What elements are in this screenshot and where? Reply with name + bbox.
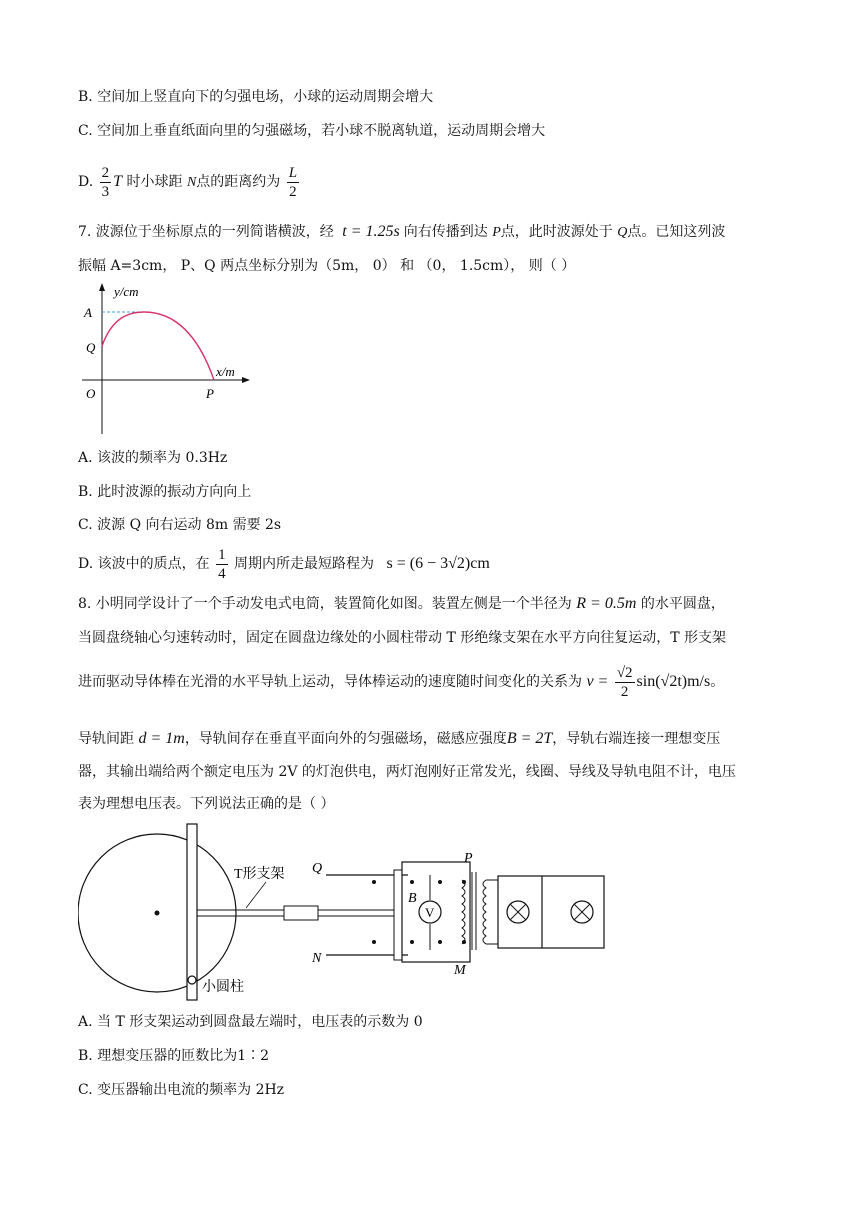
wave-curve [102, 312, 214, 380]
q7-d-mid: 周期内所走最短路程为 [234, 556, 375, 572]
q8-option-b: B. 理想变压器的匝数比为1∶2 [78, 1048, 270, 1064]
q8-stem-line6: 表为理想电压表。下列说法正确的是（ ） [78, 796, 335, 812]
q7-stem-c: 点，此时波源处于 [500, 224, 613, 240]
label-n: N [312, 951, 322, 966]
q8-stem-3a: 进而驱动导体棒在光滑的水平导轨上运动，导体棒运动的速度随时间变化的关系为 [78, 674, 582, 690]
q7-option-a: A. 该波的频率为 0.3Hz [78, 450, 228, 466]
q6-d-var-t: T [113, 173, 123, 190]
field-dot [372, 940, 376, 944]
t-support-bar [187, 824, 197, 1000]
label-q: Q [86, 340, 96, 355]
q8-b-value: B = 2T [506, 730, 553, 747]
q7-option-b: B. 此时波源的振动方向向上 [78, 484, 252, 500]
q7-q-var: Q [617, 225, 628, 240]
q8-option-c: C. 变压器输出电流的频率为 2Hz [78, 1082, 285, 1098]
q8-option-a: A. 当 T 形支架运动到圆盘最左端时，电压表的示数为 0 [78, 1014, 423, 1030]
q8-v-fraction [615, 664, 635, 701]
q7-time: t = 1.25s [342, 223, 400, 240]
q8-v-den: 2 [620, 683, 629, 700]
q8-stem-line5: 器，其输出端给两个额定电压为 2V 的灯泡供电，两灯泡刚好正常发光，线圈、导线及导轨电阻不计，电压 [78, 764, 736, 780]
label-o: O [86, 386, 96, 401]
q8-stem-4c: ，导轨右端连接一理想变压 [552, 731, 721, 747]
label-a: A [84, 305, 92, 320]
t-label-line [246, 882, 266, 908]
q6-d-frac2-den: 2 [289, 183, 297, 200]
q7-d-formula: s = (6 − 3√2)cm [386, 555, 490, 572]
disc-center [155, 911, 160, 916]
field-dot [372, 880, 376, 884]
q6-d-frac2-num: L [288, 164, 298, 181]
q6-d-fraction-2 [287, 164, 299, 201]
field-dot [438, 880, 442, 884]
field-dot [410, 940, 414, 944]
q8-v-eq: v = [586, 673, 609, 690]
q7-d-frac-den: 4 [218, 565, 226, 582]
x-axis-label: x/m [216, 364, 235, 379]
q8-v-num: √2 [616, 664, 633, 681]
q6-d-prefix: D. [78, 174, 94, 190]
q8-stem-line1 [78, 594, 725, 614]
field-dot [410, 880, 414, 884]
q7-d-prefix: D. 该波中的质点，在 [78, 556, 210, 572]
q8-circuit-diagram [78, 820, 608, 1005]
q6-option-b: B. 空间加上竖直向下的匀强电场，小球的运动周期会增大 [78, 89, 434, 105]
cylinder-label: 小圆柱 [202, 980, 244, 995]
q7-p-var: P [492, 225, 501, 240]
q7-stem-a: 7. 波源位于坐标原点的一列简谐横波，经 [78, 224, 334, 240]
t-support-label: T形支架 [234, 867, 285, 882]
q6-d-frac-num: 2 [101, 164, 110, 181]
q6-d-mid: 时小球距 [126, 174, 183, 190]
q6-d-mid2: 点的距离约为 [196, 174, 281, 190]
y-axis-label: y/cm [114, 284, 139, 299]
label-q: Q [312, 861, 323, 876]
q8-stem-3b: 。 [710, 674, 725, 690]
label-m: M [454, 963, 466, 978]
q7-stem-line2: 振幅 A=3cm， P、Q 两点坐标分别为（5m， 0） 和 （0， 1.5cm）， 则（ ） [78, 258, 576, 274]
q6-d-frac-den: 3 [101, 183, 110, 200]
primary-coil [462, 880, 465, 944]
q7-stem-line1 [78, 222, 725, 243]
q7-d-fraction [216, 546, 228, 583]
q8-r-value: R = 0.5m [576, 595, 637, 612]
field-dot [438, 940, 442, 944]
label-p: P [464, 851, 473, 866]
q8-stem-line4 [78, 729, 720, 749]
label-b: B [408, 891, 417, 906]
conductor-bar [394, 870, 402, 960]
q8-stem-4a: 导轨间距 [78, 731, 134, 747]
q7-option-d [78, 544, 490, 584]
q7-option-c: C. 波源 Q 向右运动 8m 需要 2s [78, 517, 282, 533]
q8-stem-1b: 的水平圆盘， [640, 596, 725, 612]
label-p: P [206, 386, 214, 401]
q6-d-fraction [100, 164, 112, 201]
y-axis-arrow [99, 283, 105, 291]
rod-sleeve [284, 906, 318, 920]
q7-stem-d: 点。已知这列波 [627, 224, 726, 240]
q8-stem-4b: ，导轨间存在垂直平面向外的匀强磁场，磁感应强度 [184, 731, 507, 747]
q7-wave-graph [78, 280, 258, 440]
q6-d-var-n: N [186, 175, 197, 190]
q8-v-sin: sin(√2t)m/s [636, 673, 711, 690]
q8-stem-line2: 当圆盘绕轴心匀速转动时，固定在圆盘边缘处的小圆柱带动 T 形绝缘支架在水平方向往复运动，T 形支架 [78, 630, 727, 646]
q7-d-frac-num: 1 [218, 546, 226, 563]
q6-option-d [78, 160, 301, 204]
q8-d-value: d = 1m [138, 730, 185, 747]
q8-stem-1a: 8. 小明同学设计了一个手动发电式电筒，装置简化如图。装置左侧是一个半径为 [78, 596, 572, 612]
small-cylinder [188, 976, 196, 984]
q8-stem-line3 [78, 660, 724, 704]
x-axis-arrow [242, 377, 250, 383]
q6-option-c: C. 空间加上垂直纸面向里的匀强磁场，若小球不脱离轨道，运动周期会增大 [78, 123, 546, 139]
voltmeter-label: V [425, 905, 435, 920]
secondary-coil [483, 880, 486, 944]
q7-stem-b: 向右传播到达 [403, 224, 488, 240]
